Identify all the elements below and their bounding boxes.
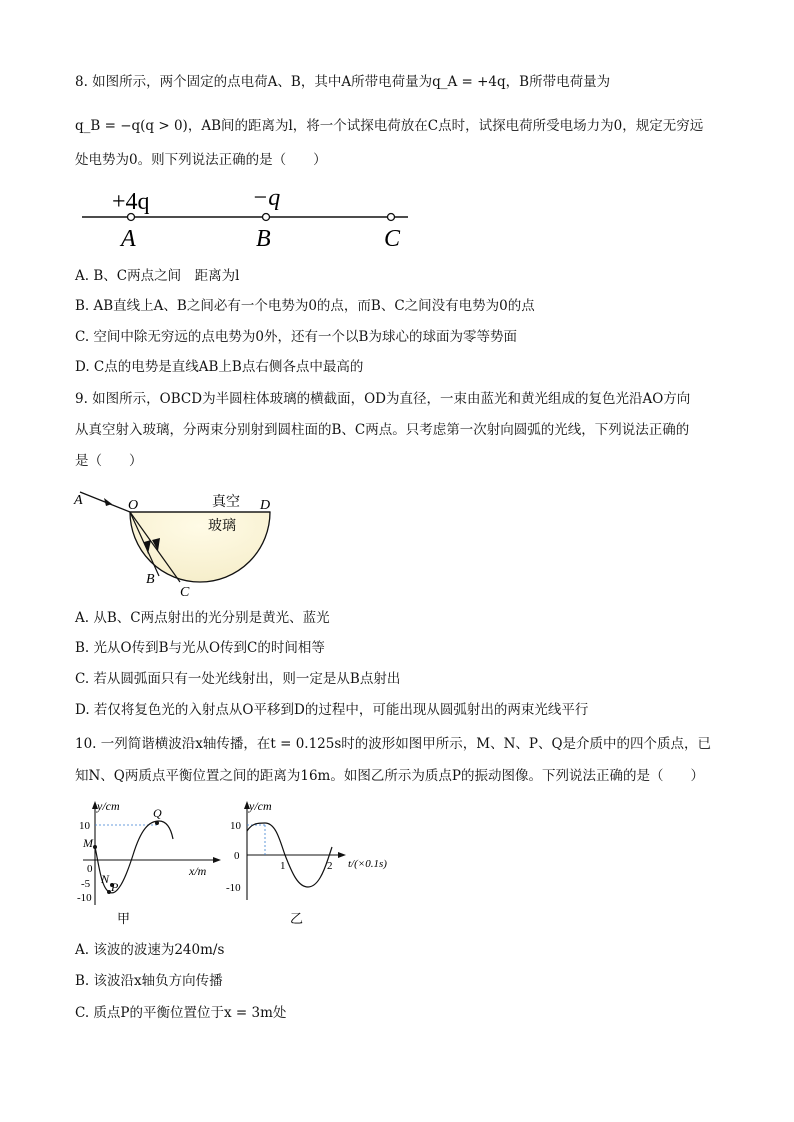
jia-caption: 甲 bbox=[117, 911, 131, 926]
q9-option-d: D. 若仅将复色光的入射点从O平移到D的过程中，可能出现从圆弧射出的两束光线平行 bbox=[75, 702, 589, 718]
jia-ylabel: y/cm bbox=[97, 799, 120, 813]
q8-point-c bbox=[388, 214, 395, 221]
q9-label-b: B bbox=[146, 572, 155, 587]
q9-glass-figure bbox=[70, 482, 290, 600]
q10-wave-figure-jia bbox=[75, 795, 225, 930]
q8-label-b: B bbox=[256, 226, 271, 252]
yi-ylabel: y/cm bbox=[249, 799, 272, 813]
yi-t-arrow bbox=[338, 852, 346, 858]
q8-point-b bbox=[263, 214, 270, 221]
q10-stem-line-1: 10. 一列简谐横波沿x轴传播，在t = 0.125s时的波形如图甲所示，M、N、P、Q是介质中的四个质点，已 bbox=[75, 736, 712, 752]
q8-charge-b-label: −q bbox=[252, 185, 281, 211]
q9-label-c: C bbox=[180, 585, 190, 600]
jia-point-q bbox=[155, 821, 159, 825]
q8-option-d: D. C点的电势是直线AB上B点右侧各点中最高的 bbox=[75, 359, 364, 375]
jia-tick-m10: -10 bbox=[77, 892, 92, 904]
yi-caption: 乙 bbox=[290, 911, 304, 926]
yi-xlabel: t/(×0.1s) bbox=[348, 858, 387, 870]
q8-stem-line-3: 处电势为0。则下列说法正确的是（ ） bbox=[75, 152, 327, 168]
q8-option-b: B. AB直线上A、B之间必有一个电势为0的点，而B、C之间没有电势为0的点 bbox=[75, 298, 535, 314]
q8-label-c: C bbox=[384, 226, 401, 252]
jia-label-p: P bbox=[111, 880, 119, 894]
q9-stem-line-2: 从真空射入玻璃，分两束分别射到圆柱面的B、C两点。只考虑第一次射向圆弧的光线，下列说法正确的 bbox=[75, 422, 690, 438]
q9-option-b: B. 光从O传到B与光从O传到C的时间相等 bbox=[75, 640, 325, 656]
q9-vacuum-label: 真空 bbox=[212, 495, 240, 510]
yi-tick-m10: -10 bbox=[226, 882, 241, 894]
jia-tick-10: 10 bbox=[79, 820, 90, 832]
yi-tick-1: 1 bbox=[280, 860, 286, 872]
q9-label-d: D bbox=[260, 498, 271, 513]
q8-charge-a-label: +4q bbox=[112, 189, 150, 215]
q9-label-a: A bbox=[74, 493, 83, 508]
q8-label-a: A bbox=[121, 226, 136, 252]
q10-stem-line-2: 知N、Q两质点平衡位置之间的距离为16m。如图乙所示为质点P的振动图像。下列说法正确的是（ ） bbox=[75, 768, 704, 784]
q10-vibration-figure-yi bbox=[222, 795, 422, 930]
jia-label-n: N bbox=[101, 872, 110, 886]
jia-tick-0: 0 bbox=[87, 863, 93, 875]
jia-label-q: Q bbox=[153, 806, 162, 820]
q9-label-o: O bbox=[128, 498, 139, 513]
jia-tick-m5: -5 bbox=[81, 878, 91, 890]
yi-tick-10: 10 bbox=[230, 820, 241, 832]
q8-option-c: C. 空间中除无穷远的点电势为0外，还有一个以B为球心的球面为零等势面 bbox=[75, 329, 517, 345]
q9-stem-line-1: 9. 如图所示，OBCD为半圆柱体玻璃的横截面，OD为直径，一束由蓝光和黄光组成的复色光沿AO方向 bbox=[75, 391, 691, 407]
q8-stem-line-1: 8. 如图所示，两个固定的点电荷A、B，其中A所带电荷量为q_A = +4q，B所带电荷量为 bbox=[75, 74, 611, 90]
jia-point-m bbox=[93, 845, 97, 849]
jia-label-m: M bbox=[83, 836, 93, 850]
yi-tick-0: 0 bbox=[234, 850, 240, 862]
q9-stem-line-3: 是（ ） bbox=[75, 453, 143, 469]
q8-option-a: A. B、C两点之间 距离为l bbox=[75, 268, 240, 284]
q9-option-c: C. 若从圆弧面只有一处光线射出，则一定是从B点射出 bbox=[75, 671, 401, 687]
q10-option-a: A. 该波的波速为240m/s bbox=[75, 942, 225, 958]
q8-charge-figure bbox=[78, 180, 418, 255]
q9-glass-label: 玻璃 bbox=[208, 519, 236, 534]
q10-option-c: C. 质点P的平衡位置位于x = 3m处 bbox=[75, 1005, 287, 1021]
q9-option-a: A. 从B、C两点射出的光分别是黄光、蓝光 bbox=[75, 610, 330, 626]
jia-x-arrow bbox=[213, 857, 221, 863]
yi-tick-2: 2 bbox=[327, 860, 333, 872]
q8-stem-line-2: q_B = −q(q > 0)，AB间的距离为l，将一个试探电荷放在C点时，试探电荷所受电场力为0，规定无穷远 bbox=[75, 118, 704, 134]
jia-xlabel: x/m bbox=[189, 864, 207, 878]
q10-option-b: B. 该波沿x轴负方向传播 bbox=[75, 973, 223, 989]
